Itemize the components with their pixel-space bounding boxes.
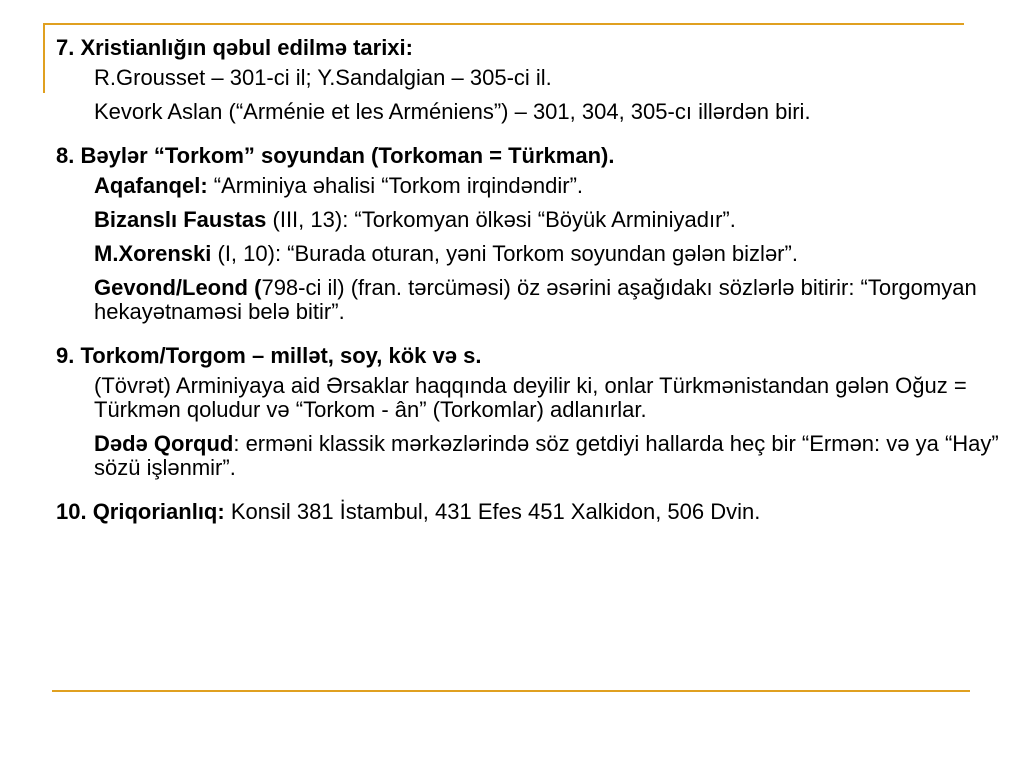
- section-7-title: 7. Xristianlığın qəbul edilmə tarixi:: [56, 35, 413, 60]
- dede-label: Dədə Qorqud: [94, 431, 234, 456]
- section-10-line: [56, 498, 1006, 526]
- section-10-title: 10. Qriqorianlıq:: [56, 499, 225, 524]
- aqafanqel-text: “Arminiya əhalisi “Torkom irqindəndir”.: [207, 173, 584, 198]
- xorenski-label: M.Xorenski: [94, 241, 212, 266]
- gevond-text: 798-ci il) (fran. tərcüməsi) öz əsərini aşağıdakı sözlərlə bitirir: “Torgomyan hekayətnaməsi belə bitir”.: [94, 275, 977, 324]
- frame-top-line: [43, 23, 964, 25]
- dede-text: : erməni klassik mərkəzlərində söz getdiyi hallarda heç bir “Ermən: və ya “Hay” sözü işlənmir”.: [94, 431, 999, 480]
- aqafanqel-label: Aqafanqel:: [94, 173, 208, 198]
- section-9: [56, 342, 1006, 480]
- gevond-label: Gevond/Leond (: [94, 275, 262, 300]
- section-8-faustas: [94, 208, 1006, 232]
- section-8-xorenski: [94, 242, 1006, 266]
- section-10-text: Konsil 381 İstambul, 431 Efes 451 Xalkidon, 506 Dvin.: [224, 499, 761, 524]
- section-8-title: 8. Bəylər “Torkom” soyundan (Torkoman = Türkman).: [56, 143, 615, 168]
- faustas-text: (III, 13): “Torkomyan ölkəsi “Böyük Arminiyadır”.: [266, 207, 736, 232]
- frame-left-line: [43, 23, 45, 93]
- slide-content: [56, 34, 1006, 544]
- section-8-gevond: [94, 276, 1006, 324]
- frame-bottom-line: [52, 690, 970, 692]
- faustas-label: Bizanslı Faustas: [94, 207, 267, 232]
- section-8: [56, 142, 1006, 324]
- section-10: [56, 498, 1006, 526]
- section-7-line-2: Kevork Aslan (“Arménie et les Arméniens”) – 301, 304, 305-cı illərdən biri.: [94, 99, 811, 124]
- xorenski-text: (I, 10): “Burada oturan, yəni Torkom soyundan gələn bizlər”.: [211, 241, 798, 266]
- section-7-line-1: R.Grousset – 301-ci il; Y.Sandalgian – 305-ci il.: [94, 65, 552, 90]
- section-9-title: 9. Torkom/Torgom – millət, soy, kök və s.: [56, 343, 482, 368]
- section-9-line-1: (Tövrət) Arminiyaya aid Ərsaklar haqqında deyilir ki, onlar Türkmənistandan gələn Oğuz = Türkmən qoludur və “Torkom - ân” (Torkomlar) adlanırlar.: [94, 373, 967, 422]
- section-8-aqafanqel: [94, 174, 1006, 198]
- section-7: [56, 34, 1006, 124]
- section-9-dede: [94, 432, 1006, 480]
